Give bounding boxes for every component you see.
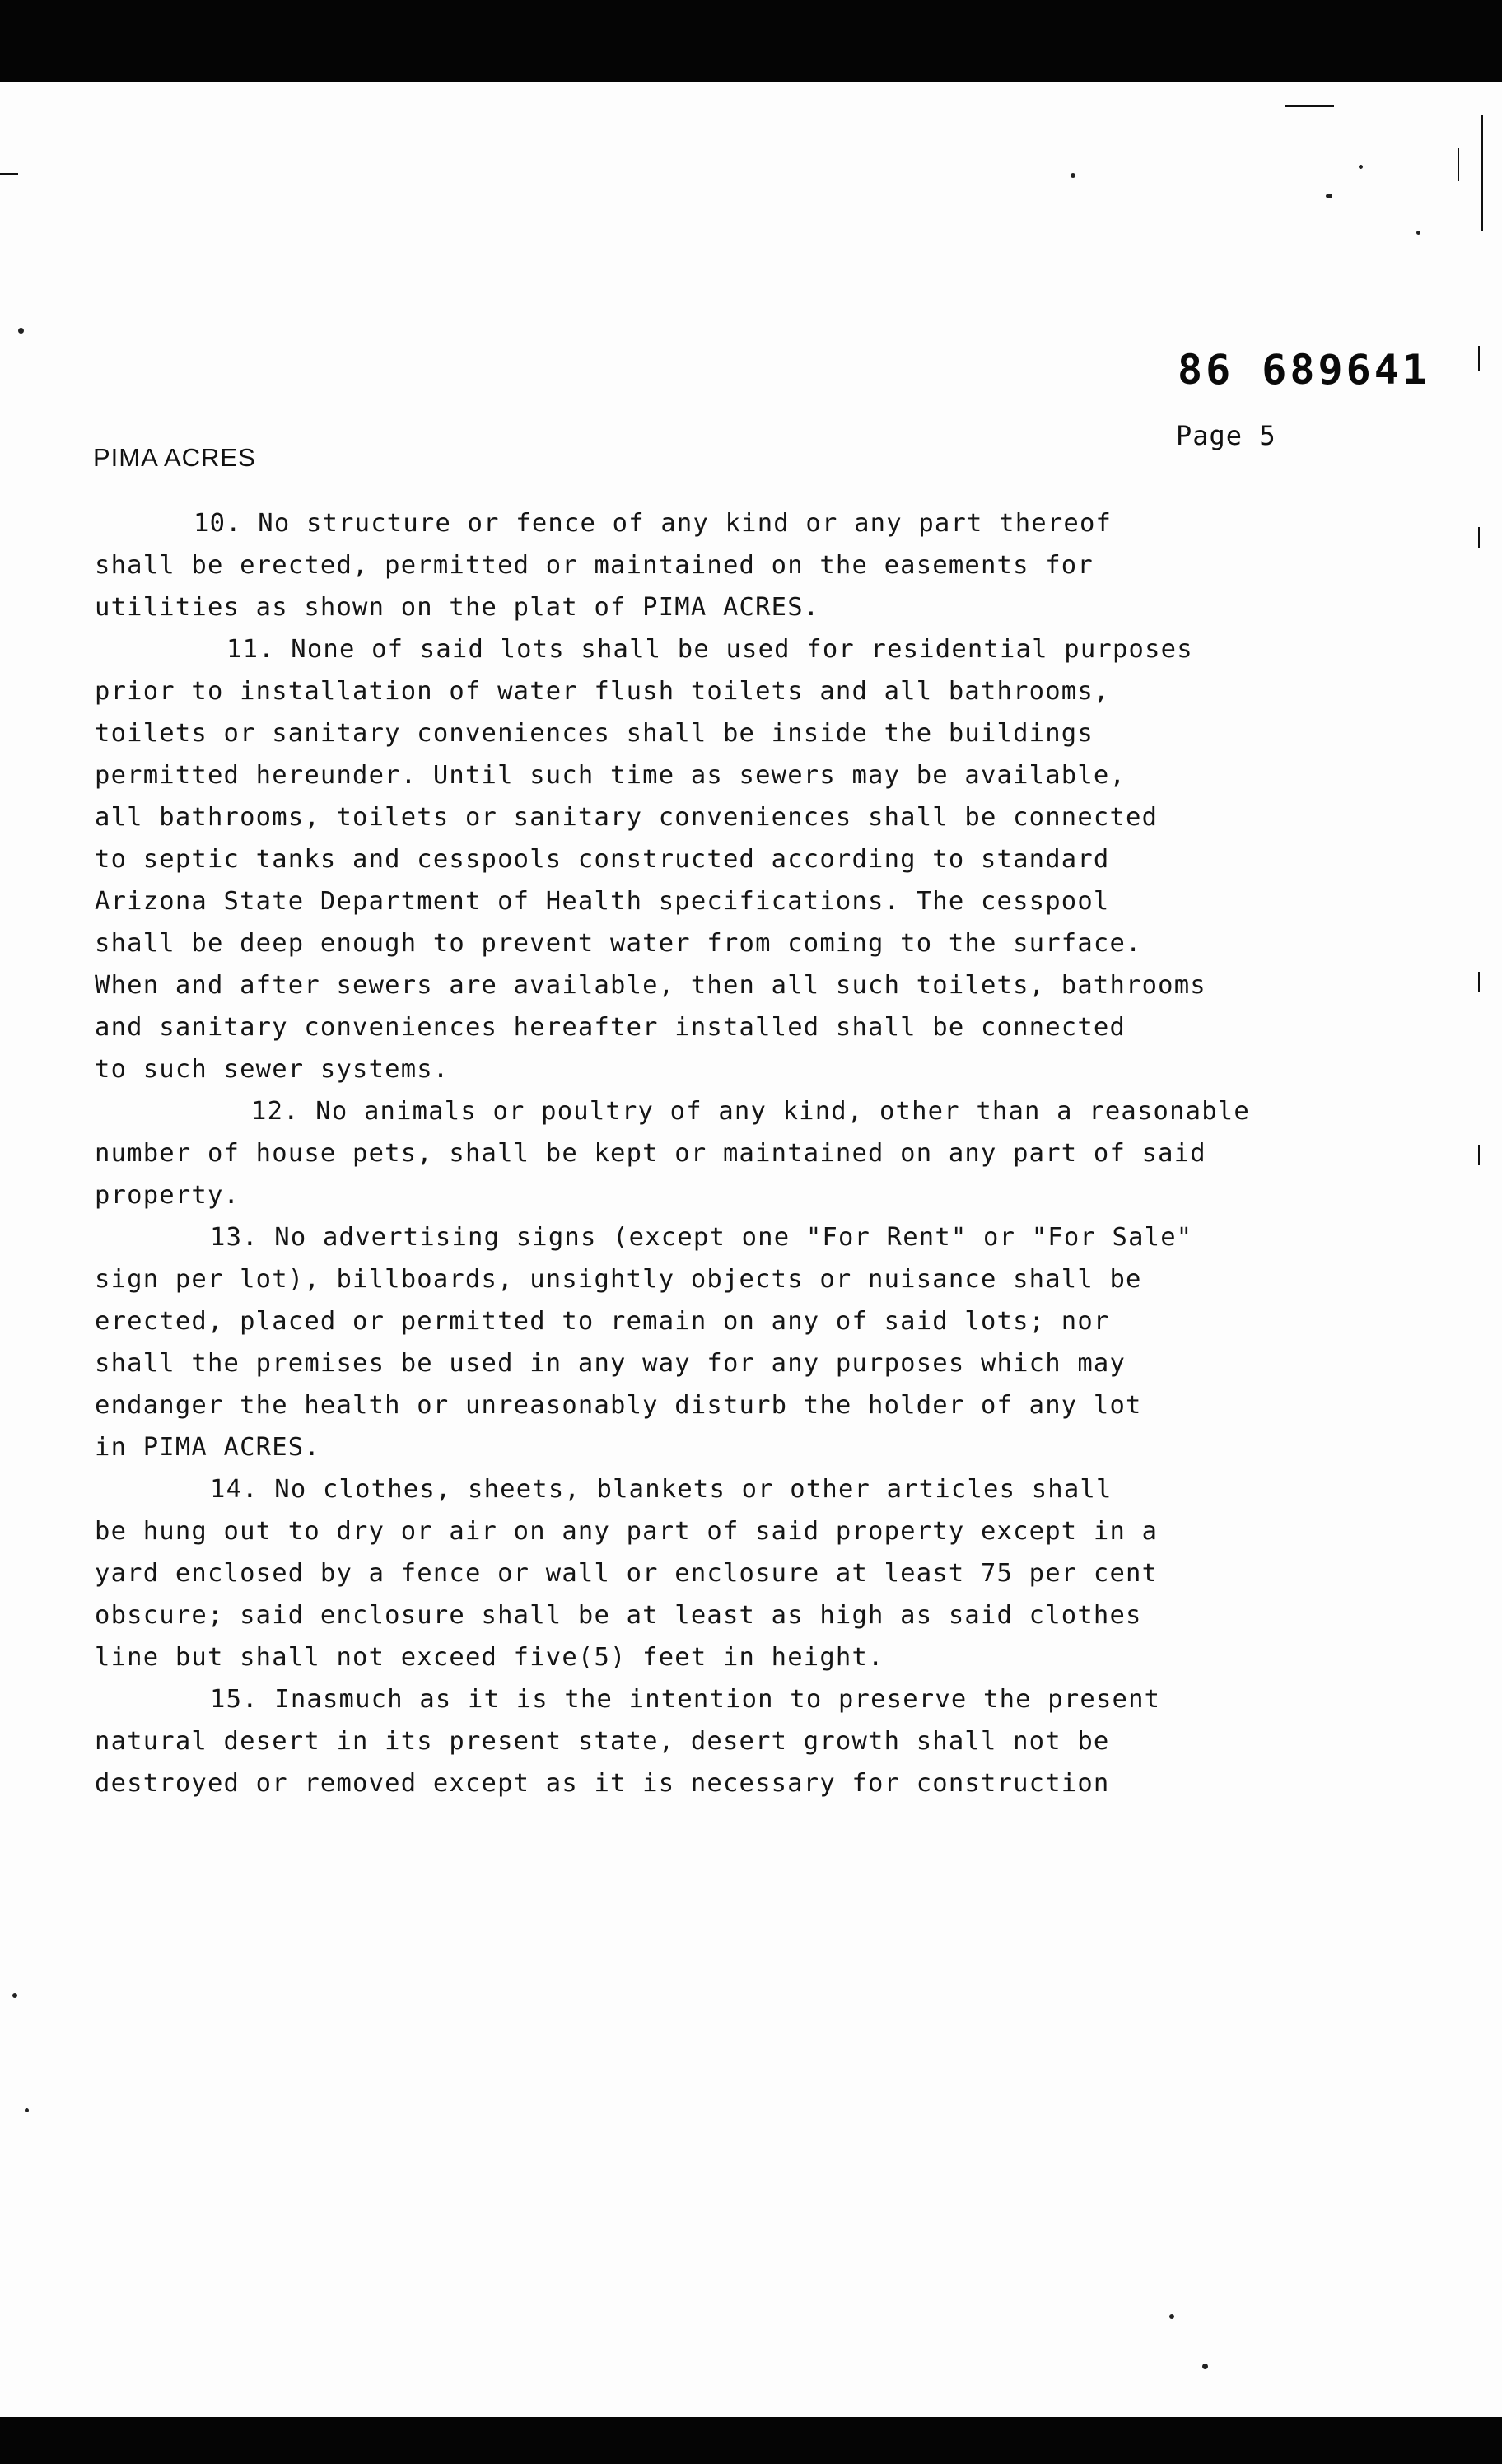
text-line: prior to installation of water flush toilets and all bathrooms, [95, 677, 1110, 706]
text-line: 11. None of said lots shall be used for residential purposes [226, 635, 1193, 664]
scan-speck [1169, 2314, 1174, 2319]
scan-border-bottom [0, 2417, 1502, 2464]
text-line: obscure; said enclosure shall be at least as high as said clothes [95, 1601, 1142, 1630]
scan-edge-mark [0, 173, 18, 175]
text-line: number of house pets, shall be kept or maintained on any part of said [95, 1139, 1206, 1168]
scan-edge-mark [1458, 148, 1459, 181]
text-line: to septic tanks and cesspools constructed according to standard [95, 845, 1110, 874]
scan-speck [25, 2108, 29, 2112]
text-line: natural desert in its present state, desert growth shall not be [95, 1727, 1110, 1756]
text-line: 14. No clothes, sheets, blankets or other articles shall [210, 1475, 1113, 1504]
scan-speck [1416, 231, 1420, 235]
text-line: all bathrooms, toilets or sanitary conveniences shall be connected [95, 803, 1159, 832]
scan-speck [1202, 2364, 1208, 2369]
scan-speck [1359, 165, 1363, 169]
text-line: When and after sewers are available, then all such toilets, bathrooms [95, 971, 1206, 1000]
text-line: sign per lot), billboards, unsightly objects or nuisance shall be [95, 1265, 1142, 1294]
text-line: and sanitary conveniences hereafter installed shall be connected [95, 1013, 1126, 1042]
text-line: erected, placed or permitted to remain on any of said lots; nor [95, 1307, 1110, 1336]
scan-edge-mark [1478, 972, 1480, 992]
document-title: PIMA ACRES [93, 443, 256, 472]
scan-edge-mark [1478, 527, 1480, 548]
text-line: shall be erected, permitted or maintained on the easements for [95, 551, 1094, 580]
text-line: 10. No structure or fence of any kind or any part thereof [194, 509, 1113, 538]
text-line: 15. Inasmuch as it is the intention to preserve the present [210, 1685, 1161, 1714]
scan-edge-mark [1481, 115, 1483, 231]
text-line: endanger the health or unreasonably disturb the holder of any lot [95, 1391, 1142, 1420]
page-number: Page 5 [1176, 420, 1276, 451]
text-line: 13. No advertising signs (except one "For Rent" or "For Sale" [210, 1223, 1193, 1252]
scan-edge-mark [1478, 346, 1480, 371]
scan-speck [12, 1993, 17, 1998]
text-line: toilets or sanitary conveniences shall be inside the buildings [95, 719, 1094, 748]
scan-border-top [0, 0, 1502, 82]
text-line: 12. No animals or poultry of any kind, other than a reasonable [251, 1097, 1250, 1126]
text-line: shall the premises be used in any way for any purposes which may [95, 1349, 1126, 1378]
scan-edge-mark [1285, 105, 1334, 107]
text-line: permitted hereunder. Until such time as sewers may be available, [95, 761, 1126, 790]
text-line: yard enclosed by a fence or wall or enclosure at least 75 per cent [95, 1559, 1159, 1588]
scan-edge-mark [1478, 1145, 1480, 1165]
text-line: line but shall not exceed five(5) feet in height. [95, 1643, 884, 1672]
scan-speck [18, 328, 24, 334]
text-line: property. [95, 1181, 240, 1210]
text-line: Arizona State Department of Health specifications. The cesspool [95, 887, 1110, 916]
text-line: utilities as shown on the plat of PIMA ACRES. [95, 593, 820, 622]
scan-speck [1326, 194, 1332, 198]
text-line: be hung out to dry or air on any part of said property except in a [95, 1517, 1159, 1546]
document-body [95, 502, 1379, 1804]
text-line: in PIMA ACRES. [95, 1433, 320, 1462]
scan-speck [1071, 173, 1075, 178]
text-line: to such sewer systems. [95, 1055, 450, 1084]
text-line: shall be deep enough to prevent water from coming to the surface. [95, 929, 1142, 958]
document-number: 86 689641 [1178, 346, 1430, 394]
text-line: destroyed or removed except as it is necessary for construction [95, 1769, 1110, 1798]
